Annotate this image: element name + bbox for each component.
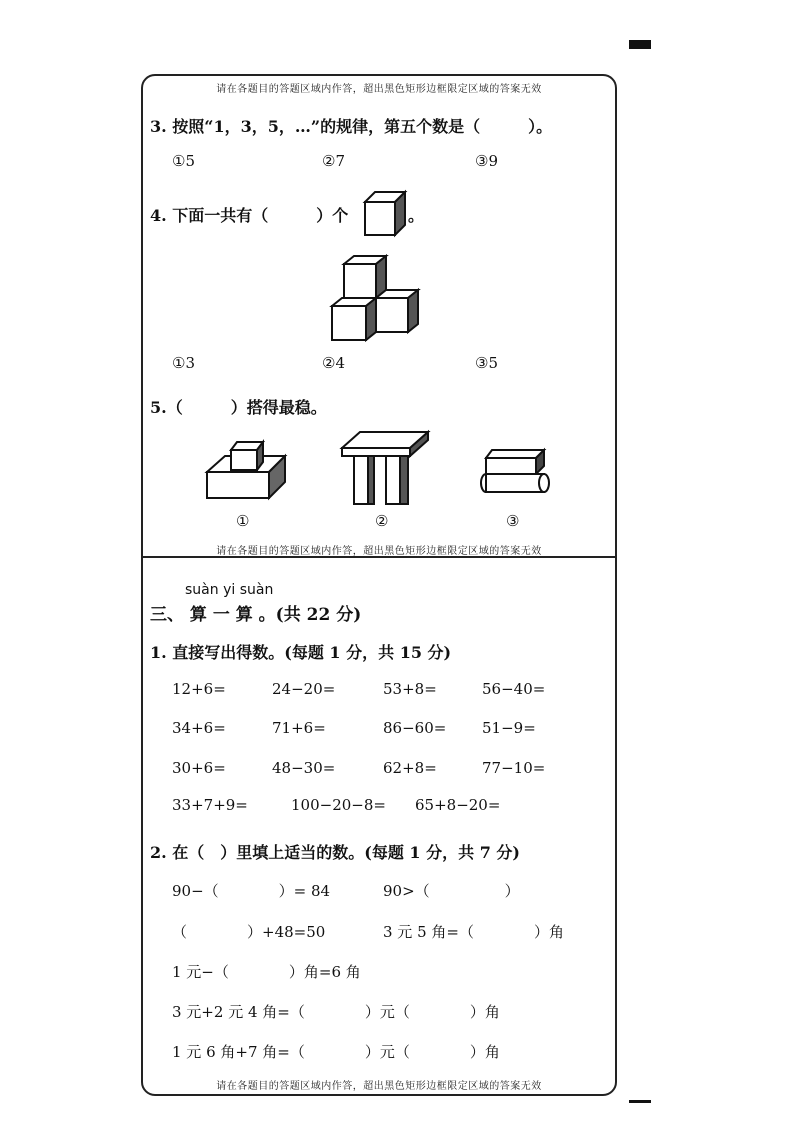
- q3-option-3[interactable]: ③9: [475, 152, 498, 170]
- q4-stem: 4. 下面一共有（ ）个: [150, 206, 349, 225]
- calc-1-2: 24−20=: [272, 680, 336, 698]
- calc-1-1: 12+6=: [172, 680, 226, 698]
- notice-middle: 请在各题目的答题区域内作答，超出黑色矩形边框限定区域的答案无效: [216, 546, 542, 557]
- notice-bottom: 请在各题目的答题区域内作答，超出黑色矩形边框限定区域的答案无效: [216, 1081, 542, 1092]
- fill-item-1: 90−（ ）= 84: [172, 882, 331, 900]
- notice-top: 请在各题目的答题区域内作答，超出黑色矩形边框限定区域的答案无效: [216, 84, 542, 95]
- fill-item-6: 3 元+2 元 4 角=（ ）元（ ）角: [172, 1003, 500, 1021]
- q4-option-3[interactable]: ③5: [475, 354, 498, 372]
- corner-marker-bottom: [629, 1100, 651, 1103]
- calc-4-1: 33+7+9=: [172, 796, 248, 814]
- part2-stem: 2. 在（ ）里填上适当的数。(每题 1 分，共 7 分): [150, 843, 520, 862]
- calc-1-4: 56−40=: [482, 680, 546, 698]
- fill-item-4: 3 元 5 角=（ ）角: [383, 923, 564, 941]
- q5-option-2[interactable]: ②: [375, 512, 389, 530]
- q5-option-3[interactable]: ③: [506, 512, 520, 530]
- calc-3-2: 48−30=: [272, 759, 336, 777]
- calc-4-2: 100−20−8=: [291, 796, 386, 814]
- part1-stem: 1. 直接写出得数。(每题 1 分，共 15 分): [150, 643, 452, 662]
- q4-option-2[interactable]: ②4: [322, 354, 345, 372]
- stack-figure-3: [482, 446, 552, 498]
- calc-4-3: 65+8−20=: [415, 796, 501, 814]
- q4-stem-end: 。: [408, 206, 425, 225]
- fill-item-7: 1 元 6 角+7 角=（ ）元（ ）角: [172, 1043, 500, 1061]
- q3-option-1[interactable]: ①5: [172, 152, 195, 170]
- section-divider: [141, 556, 617, 558]
- q3-option-2[interactable]: ②7: [322, 152, 345, 170]
- cube-icon: [362, 190, 412, 238]
- corner-marker-top: [629, 40, 651, 49]
- q4-option-1[interactable]: ①3: [172, 354, 195, 372]
- calc-2-1: 34+6=: [172, 719, 226, 737]
- section3-pinyin: suàn yi suàn: [185, 582, 274, 598]
- calc-2-2: 71+6=: [272, 719, 326, 737]
- fill-item-5: 1 元−（ ）角=6 角: [172, 963, 361, 981]
- fill-item-2: 90>（ ）: [383, 882, 520, 900]
- calc-2-4: 51−9=: [482, 719, 536, 737]
- stacked-cubes-figure: [328, 254, 428, 344]
- stack-figure-1: [205, 436, 287, 502]
- q5-stem: 5.（ ）搭得最稳。: [150, 398, 327, 417]
- calc-1-3: 53+8=: [383, 680, 437, 698]
- q5-option-1[interactable]: ①: [236, 512, 250, 530]
- calc-3-1: 30+6=: [172, 759, 226, 777]
- calc-3-4: 77−10=: [482, 759, 546, 777]
- fill-item-3: （ ）+48=50: [172, 923, 326, 941]
- q3-stem: 3. 按照“1，3，5，…”的规律，第五个数是（ ）。: [150, 117, 553, 136]
- calc-2-3: 86−60=: [383, 719, 447, 737]
- calc-3-3: 62+8=: [383, 759, 437, 777]
- stack-figure-2: [340, 430, 430, 506]
- section3-title: 三、 算 一 算 。(共 22 分): [150, 605, 362, 625]
